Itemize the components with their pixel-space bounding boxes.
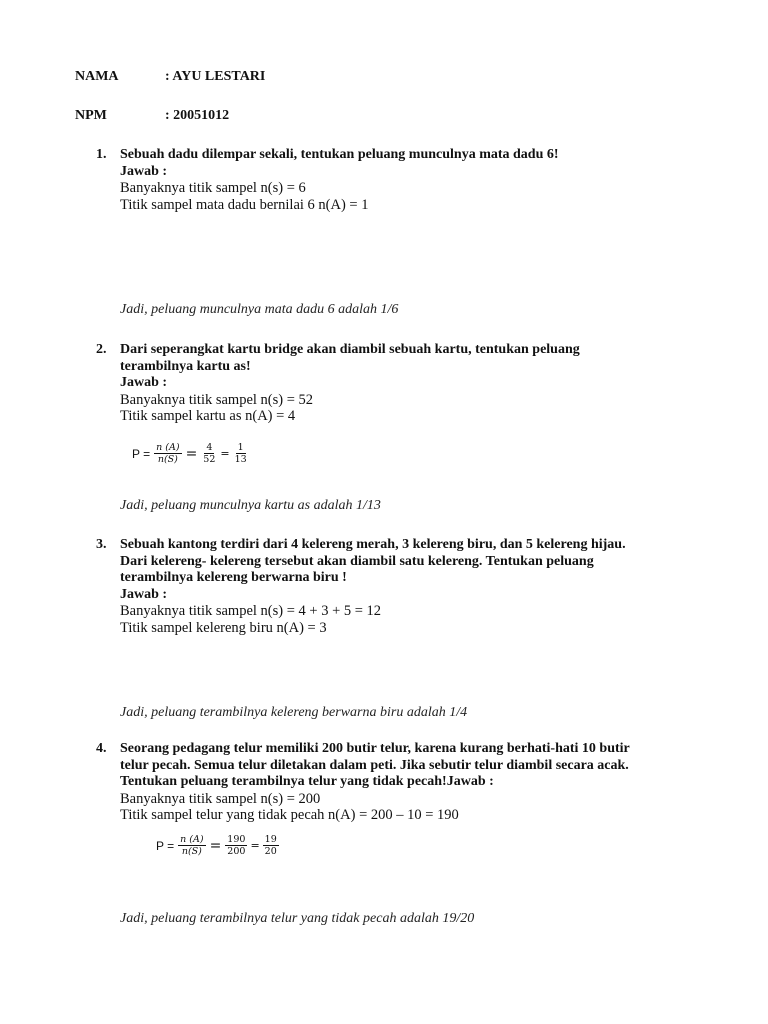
fraction: [263, 834, 279, 857]
jawab-label: Jawab :: [120, 375, 168, 390]
denominator: n(S): [157, 454, 178, 465]
equals-sign: =: [209, 837, 222, 854]
question-text: terambilnya kartu as!: [120, 358, 251, 374]
question-text: Dari seperangkat kartu bridge akan diambil sebuah kartu, tentukan peluang: [120, 342, 580, 357]
numerator: 4: [206, 442, 213, 453]
step-line: Titik sampel telur yang tidak pecah n(A) = 200 – 10 = 190: [120, 807, 459, 823]
question-block-3: [120, 537, 720, 636]
denominator: 200: [227, 846, 246, 857]
equals-sign: =: [250, 839, 260, 852]
denominator: 20: [264, 846, 277, 857]
question-block-1: [120, 147, 720, 213]
step-line: Banyaknya titik sampel n(s) = 6: [120, 180, 306, 196]
jawab-label: Jawab :: [120, 163, 168, 179]
jawab-label: Jawab :: [120, 586, 168, 602]
step-line: Titik sampel kelereng biru n(A) = 3: [120, 619, 327, 636]
denominator: 13: [234, 454, 247, 465]
conclusion-2: Jadi, peluang munculnya kartu as adalah 1/13: [120, 498, 381, 513]
fraction: [154, 442, 181, 465]
question-text: Tentukan peluang terambilnya telur yang tidak pecah!Jawab :: [120, 774, 494, 789]
numerator: 19: [264, 834, 277, 845]
question-number-3: 3.: [96, 537, 107, 552]
npm-label: NPM: [75, 108, 107, 123]
question-number-2: 2.: [96, 342, 107, 357]
question-text: Dari kelereng- kelereng tersebut akan diambil satu kelereng. Tentukan peluang: [120, 553, 594, 569]
step-line: Banyaknya titik sampel n(s) = 52: [120, 391, 314, 408]
conclusion-1: Jadi, peluang munculnya mata dadu 6 adalah 1/6: [120, 302, 399, 317]
formula-p-label: P =: [132, 446, 151, 461]
equals-sign: =: [220, 447, 230, 460]
name-value: : AYU LESTARI: [165, 69, 266, 84]
npm-value: : 20051012: [165, 108, 230, 123]
step-line: Banyaknya titik sampel n(s) = 200: [120, 790, 321, 807]
conclusion-4: Jadi, peluang terambilnya telur yang tidak pecah adalah 19/20: [120, 911, 475, 926]
conclusion-3: Jadi, peluang terambilnya kelereng berwarna biru adalah 1/4: [120, 705, 468, 720]
question-block-2: [120, 342, 720, 425]
fraction: [201, 442, 217, 465]
step-line: Titik sampel kartu as n(A) = 4: [120, 408, 296, 424]
step-line: Banyaknya titik sampel n(s) = 4 + 3 + 5 = 12: [120, 603, 382, 619]
numerator: 1: [237, 442, 244, 453]
fraction: [178, 834, 205, 857]
question-text: terambilnya kelereng berwarna biru !: [120, 570, 347, 585]
question-text: Sebuah dadu dilempar sekali, tentukan peluang munculnya mata dadu 6!: [120, 147, 559, 162]
equals-sign: =: [185, 445, 198, 462]
question-text: Sebuah kantong terdiri dari 4 kelereng merah, 3 kelereng biru, dan 5 kelereng hijau.: [120, 537, 626, 552]
numerator: n (A): [156, 442, 180, 453]
numerator: n (A): [180, 834, 204, 845]
probability-formula-2: [132, 442, 251, 465]
question-text: telur pecah. Semua telur diletakan dalam peti. Jika sebutir telur diambil secara acak.: [120, 757, 629, 773]
fraction: [233, 442, 249, 465]
question-text: Seorang pedagang telur memiliki 200 butir telur, karena kurang berhati-hati 10 butir: [120, 741, 630, 756]
denominator: n(S): [181, 846, 202, 857]
fraction: [225, 834, 247, 857]
numerator: 190: [227, 834, 246, 845]
question-number-4: 4.: [96, 741, 107, 756]
step-line: Titik sampel mata dadu bernilai 6 n(A) = 1: [120, 196, 369, 213]
question-number-1: 1.: [96, 147, 107, 162]
denominator: 52: [203, 454, 216, 465]
question-block-4: [120, 741, 720, 824]
probability-formula-4: [156, 834, 281, 857]
name-label: NAMA: [75, 69, 119, 84]
formula-p-label: P =: [156, 838, 175, 853]
